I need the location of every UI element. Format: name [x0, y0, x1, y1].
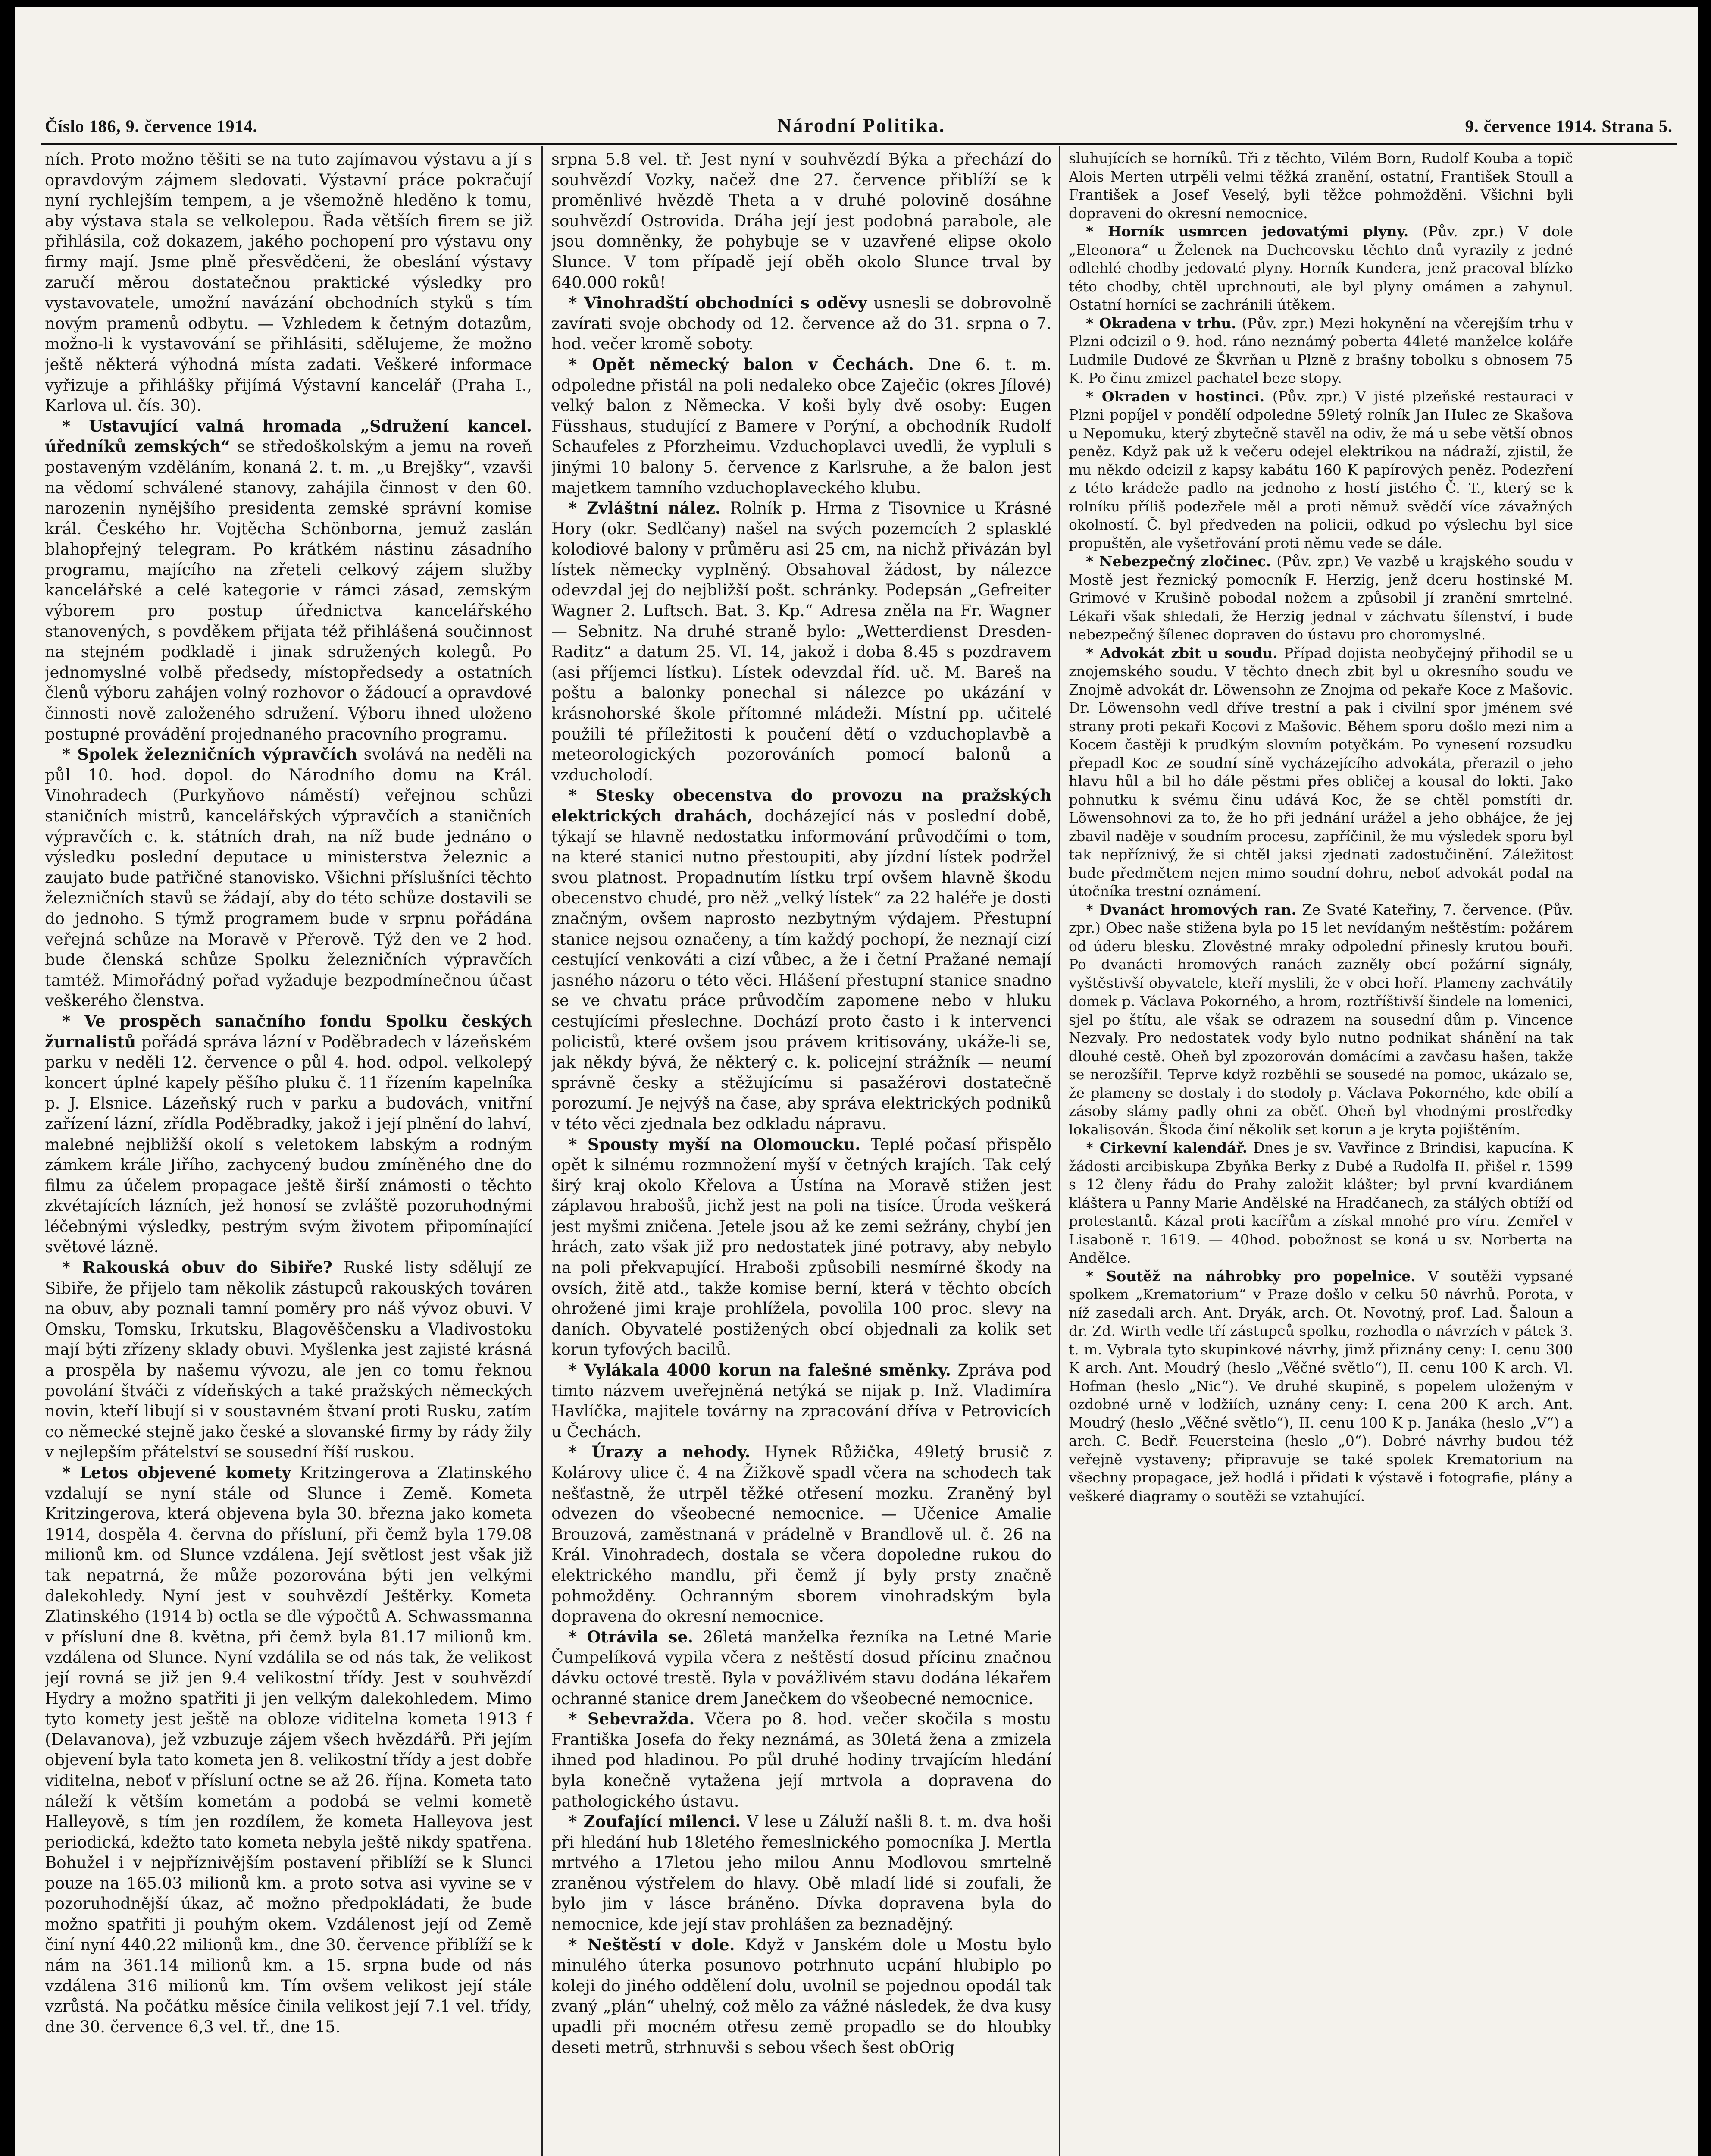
article-paragraph	[45, 744, 532, 1011]
article-paragraph	[551, 1442, 1051, 1626]
article-headline: * Okraden v hostinci.	[1086, 388, 1265, 405]
article-paragraph	[551, 1935, 1051, 2058]
article-headline: * Rakouská obuv do Sibiře?	[62, 1258, 332, 1277]
article-paragraph	[45, 149, 532, 416]
article-paragraph	[551, 1709, 1051, 1811]
article-text: Hynek Růžička, 49letý brusič z Kolárovy ulice č. 4 na Žižkově spadl včera na schodech tak nešťastně, že utrpěl těžké otřesení mozku. Zraněný byl odvezen do všeobecné nemocnice. — Učenice Amalie Brouzová, zaměstnaná v prádelně v Brandlově ul. č. 26 na Král. Vinohradech, dostala se včera dopoledne rukou do elektrického mandlu, při čemž jí byly prsty značně pohmožděny. Ochranným sborem vinohradským byla dopravena do okresní nemocnice.	[551, 1443, 1051, 1626]
article-text: pořádá správa lázní v Poděbradech v lázeňském parku v neděli 12. července o půl 4. hod. odpol. velkolepý koncert úplné kapely pěšího pluku č. 11 řízením kapelníka p. J. Elsnice. Lázeňský ruch v parku a budovách, vnitřní zařízení lázní, zřídla Poděbradky, jakož i její plnění do lahví, malebné nejbližší okolí s veletokem labským a rodným zámkem krále Jiřího, zachycený budou zmíněného dne do filmu za účelem propagace ještě širší známosti o těchto zkvétajících lázních, jež honosí se zvláště pozoruhodnými léčebnými výsledky, pestrým svým životem připomínající světové lázně.	[45, 1032, 532, 1257]
article-text: Když v Janském dole u Mostu bylo minulého úterka posunovo potrhnuto ucpání hlubiplo po koleji do jiného oddělení dolu, uvolnil se pojednou opodál tak zvaný „plán“ uhelný, což mělo za vážné následek, že dva kusy upadli při mocném otřesu země propadlo se do hloubky deseti metrů, strhnuvši s sebou všech šest obOrig	[551, 1935, 1051, 2057]
article-text: Ruské listy sdělují ze Sibiře, že přijelo tam několik zástupců rakouských továren na obuv, aby poznali tamní poměry pro náš vývoz obuvi. V Omsku, Tomsku, Irkutsku, Blagověščensku a Vladivostoku mají býti zřízeny sklady obuvi. Myšlenka jest zajisté krásná a prospěla by našemu vývozu, ale jen co tomu řeknou povolání štváči z vídeňských a také pražských německých novin, kteří libují si v soustavném štvaní proti Rusku, zatím co německé stejně jako české a slovanské firmy by rády žily v nejlepším přátelství se sousední říší ruskou.	[45, 1258, 532, 1462]
article-text: (Pův. zpr.) Mezi hokynění na včerejším trhu v Plzni odcizil o 9. hod. ráno neznámý poberta 44leté manželce koláře Ludmile Dudové ze Škvrňan u Plzně z brašny tobolku s obnosem 75 K. Po činu zmizel pachatel beze stopy.	[1069, 314, 1573, 386]
text-column-2	[551, 149, 1051, 2156]
masthead-title: Národní Politika.	[777, 114, 946, 136]
article-paragraph	[45, 1463, 532, 2037]
article-paragraph	[1069, 149, 1573, 222]
article-headline: * Neštěstí v dole.	[569, 1935, 735, 1954]
article-paragraph	[551, 785, 1051, 1134]
article-headline: * Sebevražda.	[569, 1709, 695, 1729]
column-divider	[541, 146, 543, 2156]
article-headline: * Vinohradští obchodníci s oděvy	[569, 293, 867, 313]
article-text: (Pův. zpr.) V jisté plzeňské restauraci v Plzni popíjel v pondělí odpoledne 59letý rolník Jan Hulec ze Skašova u Nepomuku, který zbytečně stavěl na odiv, že má u sebe větší obnos peněz. Když pak už k večeru odejel elektrikou na nádraží, zjistil, že mu někdo odcizil z kapsy kabátu 160 K papírových peněz. Podezření z této krádeže padlo na jednoho z hostí jistého Č. T., který se k rolníku příliš podezřele měl a proti němuž svědčí více závažných okolností. Č. byl předveden na policii, odkud po výslechu byl sice propuštěn, ale vyšetřování proti němu vede se dále.	[1069, 388, 1573, 552]
article-headline: * Letos objevené komety	[62, 1463, 291, 1482]
article-paragraph	[1069, 222, 1573, 314]
article-text: svolává na neděli na půl 10. hod. dopol. do Národního domu na Král. Vinohradech (Purkyňovo náměstí) veřejnou schůzi staničních mistrů, kancelářských výpravčích a staničních výpravčích c. k. státních drah, na níž bude jednáno o výsledku poslední deputace u ministerstva železnic a zaujato bude patřičné stanovisko. Všichni příslušníci těchto železničních stavů se žádají, aby do této schůze dostavili se do jednoho. S týmž programem bude v srpnu pořádána veřejná schůze na Moravě v Přerově. Týž den ve 2 hod. bude členská schůze Spolku železničních výpravčích tamtéž. Mimořádný pořad vyžaduje bezpodmínečnou účast veškerého členstva.	[45, 745, 532, 1010]
article-text: docházející nás v poslední době, týkají se hlavně nedostatku informování průvodčími o tom, na které stanici nutno přestoupiti, aby jízdní lístek podržel svou platnost. Propadnutím lístku trpí ovšem hlavně škodu obecenstvo chudé, pro něž „velký lístek“ za 22 haléře je dosti značným, ovšem naprosto nezbytným výdajem. Přestupní stanice nejsou označeny, a tím každý pochopí, že neznají cizí cestující venkováti a cizí vůbec, a že i četní Pražané nemají jasného názoru o této věci. Hlášení přestupní stanice snadno se ve chvatu práce průvodčím zapomene nebo v hluku cestujícími přeslechne. Dochází proto často i k intervenci policistů, které ovšem jsou právem kritisovány, ukáže-li se, jak někdy bývá, že některý c. k. policejní strážník — neumí správně česky a stěžujícímu si pasažérovi dostatečně porozumí. Je nejvýš na čase, aby správa elektrických podniků v této věci zjednala bez odkladu nápravu.	[551, 807, 1051, 1133]
article-paragraph	[45, 1257, 532, 1463]
article-text: Kritzingerova a Zlatinského vzdalují se nyní stále od Slunce i Země. Kometa Kritzingerova, která objevena byla 30. března jako kometa 1914, dospěla 4. června do přísluní, při čemž byla 179.08 milionů km. od Slunce vzdálena. Její světlost jest však již tak nepatrná, že může pozorována býti jen velkými dalekohledy. Nyní jest v souhvězdí Ještěrky. Kometa Zlatinského (1914 b) octla se dle výpočtů A. Schwassmanna v přísluní dne 8. května, při čemž byla 81.17 milionů km. vzdálena od Slunce. Nyní vzdálila se od nás tak, že velikost její rovná se již jen 9.4 velikostní třídy. Jest v souhvězdí Hydry a možno spatřiti ji jen velkým dalekohledem. Mimo tyto komety jest ještě na obloze viditelna kometa 1913 f (Delavanova), jež vzbuzuje zájem všech hvězdářů. Při jejím objevení byla tato kometa jen 8. velikostní třídy a jest dobře viditelna, neboť v přísluní octne se až 26. října. Kometa tato náleží k větším kometám a podobá se velmi kometě Halleyově, s tím jen rozdílem, že kometa Halleyova jest periodická, kdežto tato kometa nebyla ještě nikdy spatřena. Bohužel i v nejpříznivějším postavení přiblíží se k Slunci pouze na 165.03 milionů km. a proto sotva asi vyvine se v pozoruhodnější úkaz, ač možno předpokládati, že bude možno spatřiti ji pouhým okem. Vzdálenost její od Země činí nyní 440.22 milionů km., dne 30. července přiblíží se k nám na 361.14 milionů km. a 15. srpna bude od nás vzdálena 316 milionů km. Tím ovšem velikost její stále vzrůstá. Na počátku měsíce činila velikost její 7.1 vel. třídy, dne 30. července 6,3 vel. tř., dne 15.	[45, 1463, 532, 2037]
article-paragraph	[551, 1811, 1051, 1935]
article-paragraph	[1069, 1139, 1573, 1267]
header-issue: Číslo 186, 9. července 1914.	[45, 116, 258, 136]
article-paragraph	[551, 1627, 1051, 1709]
article-headline: * Cirkevní kalendář.	[1086, 1139, 1248, 1156]
article-paragraph	[1069, 644, 1573, 901]
article-text: Rolník p. Hrma z Tisovnice u Krásné Hory (okr. Sedlčany) našel na svých pozemcích 2 splasklé kolodiové balony v průměru asi 25 cm, na nichž přivázán byl lístek německy vyplněný. Obsahoval žádost, by nálezce odevzdal jej do nejbližší pošt. schránky. Podepsán „Gefreiter Wagner 2. Luftsch. Bat. 3. Kp.“ Adresa zněla na Fr. Wagner — Sebnitz. Na druhé straně bylo: „Wetterdienst Dresden-Raditz“ a datum 25. VI. 14, jakož i doba 8.45 s pozdravem (asi příjemci lístku). Lístek odevzdal říd. uč. M. Bareš na poštu a balonky ponechal si nálezce po ukázání v krásnohorské škole přítomné mládeži. Místní pp. učitelé použili té příležitosti k poučení dětí o vzduchoplavbě a meteorologických pozorováních pomocí balonů a vzducholodí.	[551, 499, 1051, 784]
article-text: Teplé počasí přispělo opět k silnému rozmnožení myší v četných krajích. Tak celý širý kraj okolo Křelova a Ústína na Moravě stižen jest záplavou hrabošů, jichž jest na poli na tisíce. Úroda veškerá jest myšmi zničena. Jetele jsou až ke zemi sežrány, chybí jen hrách, zato však již pro nedostatek jiné potravy, aby nebylo na poli překvapující. Hraboši způsobili nesmírné škody na ovsích, žitě atd., takže komise berní, která v těchto obcích ohrožené jimi kraje prohlížela, povolila 100 proc. slevy na daních. Obyvatelé postižených obcí objednali za kolik set korun tyfových bacilů.	[551, 1135, 1051, 1359]
article-text: sluhujících se horníků. Tři z těchto, Vilém Born, Rudolf Kouba a topič Alois Merten utrpěli velmi těžká zranění, ostatní, František Stoull a František a Josef Veselý, byli těžce pohmožděni. Všichni byli dopraveni do okresní nemocnice.	[1069, 150, 1573, 222]
article-paragraph	[551, 1360, 1051, 1442]
article-paragraph	[45, 416, 532, 745]
article-headline: * Zvláštní nález.	[569, 498, 721, 518]
newspaper-page	[15, 7, 1698, 2156]
article-text: Dnes je sv. Vavřince z Brindisi, kapucína. K žádosti arcibiskupa Zbyňka Berky z Dubé a Rudolfa II. přišel r. 1599 s 12 členy řádu do Prahy založit klášter; byl první kvardiánem kláštera u Panny Marie Andělské na Hradčanech, za stálých obtíží od protestantů. Kázal proti kacířům a získal mnohé pro víru. Zemřel v Lisaboně r. 1619. — 40hod. pobožnost se koná u sv. Norberta na Andělce.	[1069, 1139, 1573, 1266]
article-headline: * Advokát zbit u soudu.	[1086, 644, 1278, 661]
page-header	[45, 114, 1673, 140]
article-paragraph	[551, 1134, 1051, 1360]
article-text: se středoškolským a jemu na roveň postaveným vzděláním, konaná 2. t. m. „u Brejšky“, vzavši na vědomí schválené stanovy, zahájila činnost v den 60. narozenin nynějšího presidenta zemské správní komise král. Českého hr. Vojtěcha Schönborna, jemuž zaslán blahopřejný telegram. Po krátkém nástinu zásadního programu, majícího na zřeteli celkový zájem služby kancelářské a celé kategorie v rámci zásad, zemským výborem pro postup úřednictva kancelářského stanovených, s povděkem přijata též přihlášená součinnost na stejném podkladě i jinak sdružených kolegů. Po jednomyslné volbě předsedy, místopředsedy a ostatních členů výboru zahájen volný rozhovor o žádoucí a opravdové činnosti nově založeného sdružení. Výboru ihned uloženo postupné provádění projednaného pracovního programu.	[45, 437, 532, 743]
article-headline: * Spolek železničních výpravčích	[62, 745, 357, 764]
article-headline: * Nebezpečný zločinec.	[1086, 553, 1271, 570]
article-headline: * Okradena v trhu.	[1086, 314, 1236, 332]
article-text: Zpráva pod timto názvem uveřejněná netýká se nijak p. Inž. Vladimíra Havlíčka, majitele továrny na zpracování dříva v Petrovicích u Čechách.	[551, 1361, 1051, 1441]
article-headline: * Horník usmrcen jedovatými plyny.	[1086, 223, 1409, 240]
article-headline: * Zoufající milenci.	[569, 1812, 741, 1831]
article-paragraph	[551, 498, 1051, 785]
article-text: ních. Proto možno těšiti se na tuto zajímavou výstavu a jí s opravdovým zájmem sledovati. Výstavní práce pokračují nyní rychlejším tempem, a je všemožně hleděno k tomu, aby výstava stala se velkolepou. Řada větších firem se již přihlásila, což dokazem, jakého pochopení pro výstavu ony firmy mají. Jsme plně přesvědčeni, že obeslání výstavy zaručí měrou dostatečnou praktické výsledky pro vystavovatele, umožní navázání obchodních styků s tím novým pramenů odbytu. — Vzhledem k četným dotazům, možno-li k vystavování se přihlásiti, sdělujeme, že možno ještě některá výhodná místa zadati. Veškeré informace vyřizuje a přihlášky přijímá Výstavní kancelář (Praha I., Karlova ul. čís. 30).	[45, 150, 532, 415]
article-text: (Pův. zpr.) V dole „Eleonora“ u Želenek na Duchcovsku těchto dnů vyrazily z jedné odlehlé chodby jedovaté plyny. Horník Kundera, jenž pracoval blízko této chodby, chtěl uprchnouti, ale byl plyny omámen a zahynul. Ostatní horníci se zachránili útěkem.	[1069, 223, 1573, 313]
article-headline: * Ustavující valná hromada „Sdružení kancel. úředníků zemských“	[45, 416, 532, 456]
article-headline: * Vylákala 4000 korun na falešné směnky.	[569, 1360, 951, 1380]
article-headline: * Spousty myší na Olomoucku.	[569, 1134, 861, 1154]
article-paragraph	[1069, 314, 1573, 388]
article-text: Případ dojista neobyčejný přihodil se u znojemského soudu. V těchto dnech zbit byl u okresního soudu ve Znojmě advokát dr. Löwensohn ze Znojma od pekaře Koce z Mašovic. Dr. Löwensohn vedl dříve trestní a pak i civilní spor jménem své strany proti pekaři Kocovi z Mašovic. Během sporu došlo mezi nim a Kocem častěji k prudkým slovním potyčkám. Po vynesení rozsudku přepadl Koc ze soudní síně vycházejícího advokáta, přerazil o jeho hlavu hůl a bil ho dále pěstmi přes obličej a kousal do lokti. Jako pohnutku k svému činu udává Koc, že se chtěl pomstíti dr. Löwensohnovi za to, že ho při jednání urážel a jeho obhájce, že jej zbavil naděje v soudním procesu, zapříčinil, že mu výsledek sporu byl tak nepříznivý, že si chtěl jaksi zjednati zadostučinění. Záležitost bude předmětem nejen mimo soudní dohru, neboť advokát podal na útočníka trestní oznámení.	[1069, 644, 1573, 899]
article-paragraph	[1069, 1267, 1573, 1506]
header-rule	[41, 143, 1677, 145]
article-text: (Pův. zpr.) Ve vazbě u krajského soudu v Mostě jest řeznický pomocník F. Herzig, jenž dceru hostinské M. Grimové v Krušině pobodal nožem a způsobil jí zranění smrtelné. Lékaři však shledali, že Herzig jednal v záchvatu šílenství, i bude nebezpečný šílenec dopraven do ústavu pro choromyslné.	[1069, 553, 1573, 643]
article-text: V lese u Záluží našli 8. t. m. dva hoši při hledání hub 18letého řemeslnického pomocníka J. Mertla mrtvého a 17letou jeho milou Annu Modlovou smrtelně zraněnou výstřelem do hlavy. Obě mladí lidé si zoufali, že bylo jim v lásce bráněno. Dívka dopravena byla do nemocnice, kde její stav prohlášen za beznadějný.	[551, 1812, 1051, 1934]
article-headline: * Opět německý balon v Čechách.	[569, 354, 914, 374]
article-headline: * Otrávila se.	[569, 1627, 693, 1646]
article-paragraph	[1069, 388, 1573, 553]
article-paragraph	[551, 293, 1051, 354]
article-headline: * Stesky obecenstva do provozu na pražských elektrických drahách,	[551, 786, 1051, 825]
header-date-page: 9. července 1914. Strana 5.	[1465, 116, 1673, 136]
article-text: Dne 6. t. m. odpoledne přistál na poli nedaleko obce Zaječic (okres Jílové) velký balon z Německa. V koši byly dvě osoby: Eugen Füsshaus, studující z Bamere v Porýní, a obchodník Rudolf Schaufeles z Pforzheimu. Vzduchoplavci uvedli, že vypluli s jinými 10 balony 5. července z Karlsruhe, a že balon jest majetkem tamního vzduchoplaveckého klubu.	[551, 355, 1051, 497]
article-paragraph	[551, 354, 1051, 498]
text-column-1	[45, 149, 532, 2156]
article-paragraph	[45, 1011, 532, 1257]
text-column-3	[1069, 149, 1573, 2156]
article-text: V soutěži vypsané spolkem „Krematorium“ v Praze došlo v celku 50 návrhů. Porota, v níž zasedali arch. Ant. Dryák, arch. Ot. Novotný, prof. Lad. Šaloun a dr. Zd. Wirth vedle tří zástupců spolku, rozhodla o návrzích v pátek 3. t. m. Vybrala tyto skupinkové návrhy, jimž přiznány ceny: I. cenu 300 K arch. Ant. Moudrý (heslo „Věčné světlo“), II. cenu 100 K arch. Vl. Hofman (heslo „Nic“). Ve druhé skupině, s popelem uloženým v ozdobné urně v lodžiích, uznány ceny: I. cena 200 K arch. Ant. Moudrý (heslo „Věčné světlo“), II. cenu 100 K p. Janáka (heslo „V“) a arch. C. Bedř. Feuersteina (heslo „0“). Dobré návrhy budou též veřejně vystaveny; připravuje se také spolek Krematorium na všechny propagace, jež hodlá i přidati k výstavě i fotografie, plány a veškeré diagramy o soutěži se vztahující.	[1069, 1267, 1573, 1504]
article-paragraph	[1069, 901, 1573, 1139]
article-text: Ze Svaté Kateřiny, 7. července. (Pův. zpr.) Obec naše stižena byla po 15 let nevídaným neštěstím: požárem od úderu blesku. Zlověstné mraky odpolední přinesly krutou bouři. Po dvanácti hromových ranách zazněly obcí požární signály, vyštěstivší obyvatele, kteří myslili, že v obci hoří. Plameny zachvátily domek p. Václava Pokorného, a hrom, roztříštivší šindele na lomenici, sjel po štítu, ale však se odrazem na sousední dům p. Vincence Nezvaly. Pro nedostatek vody bylo nutno podnikat shánění na tak dlouhé cestě. Oheň byl zpozorován domácími a zavčasu hašen, takže se nerozšířil. Teprve když rozběhli se sousedé na pomoc, ukázalo se, že plameny se dostaly i do stodoly p. Václava Pokorného, kde obilí a zásoby slámy padly ohni za oběť. Oheň byl vhodnými prostředky lokalisován. Škoda činí několik set korun a je kryta pojištěním.	[1069, 901, 1573, 1138]
article-text: 26letá manželka řezníka na Letné Marie Čumpelíková vypila včera z neštěstí dosud přícinu značnou dávku octové trestě. Byla v povážlivém stavu dodána lékařem ochranné stanice drem Janečkem do všeobecné nemocnice.	[551, 1627, 1051, 1708]
article-text: srpna 5.8 vel. tř. Jest nyní v souhvězdí Býka a přechází do souhvězdí Vozky, načež dne 27. července přiblíží se k proměnlivé hvězdě Theta a v druhé polovině dosáhne souhvězdí Ostrovida. Dráha její jest podobná parabole, ale jsou domněnky, že pohybuje se v uzavřené elipse okolo Slunce. V tom případě její oběh okolo Slunce trval by 640.000 roků!	[551, 150, 1051, 292]
article-text: usnesli se dobrovolně zavírati svoje obchody od 12. července až do 31. srpna o 7. hod. večer kromě soboty.	[551, 294, 1051, 354]
article-paragraph	[551, 149, 1051, 293]
article-headline: * Ve prospěch sanačního fondu Spolku českých žurnalistů	[45, 1011, 532, 1051]
article-headline: * Dvanáct hromových ran.	[1086, 901, 1296, 918]
article-text: Včera po 8. hod. večer skočila s mostu Františka Josefa do řeky neznámá, as 30letá žena a zmizela ihned pod hladinou. Po půl druhé hodiny trvajícím hledání byla konečně vytažena její mrtvola a dopravena do pathologického ústavu.	[551, 1710, 1051, 1811]
article-paragraph	[1069, 552, 1573, 644]
column-divider	[1059, 146, 1060, 2156]
article-headline: * Úrazy a nehody.	[569, 1442, 751, 1462]
article-headline: * Soutěž na náhrobky pro popelnice.	[1086, 1267, 1416, 1285]
